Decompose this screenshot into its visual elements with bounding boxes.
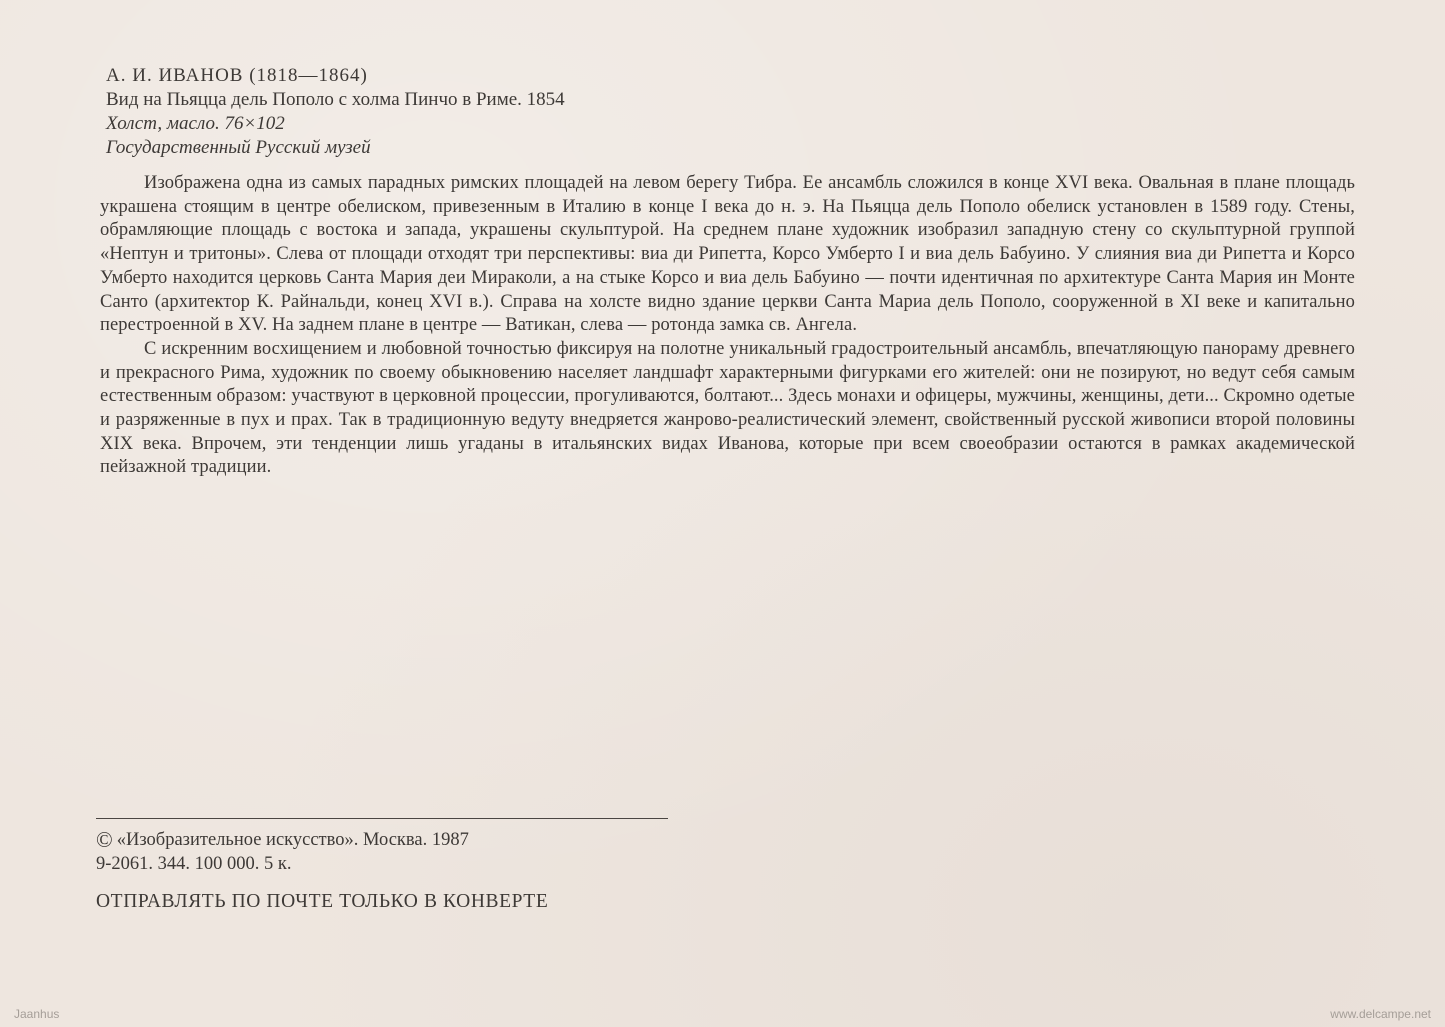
description-text xyxy=(100,172,1355,480)
description-paragraph: С искренним восхищением и любовной точностью фиксируя на полотне уникальный градостроительный ансамбль, впечатляющую панораму древнего и прекрасного Рима, художник по своему обыкновению населяет ландшафт характерными фигурками его жителей: они не позируют, но ведут себя самым естественным образом: участвуют в церковной процессии, прогуливаются, болтают... Здесь монахи и офицеры, мужчины, женщины, дети... Скромно одетые и разряженные в пух и прах. Так в традиционную ведуту внедряется жанрово-реалистический элемент, свойственный русской живописи второй половины XIX века. Впрочем, эти тенденции лишь угаданы в итальянских видах Иванова, которые при всем своеобразии остаются в рамках академической пейзажной традиции. xyxy=(100,338,1355,478)
mailing-instruction: ОТПРАВЛЯТЬ ПО ПОЧТЕ ТОЛЬКО В КОНВЕРТЕ xyxy=(96,891,549,912)
artwork-caption xyxy=(106,64,1006,160)
watermark-right: www.delcampe.net xyxy=(1330,1007,1431,1021)
museum-name: Государственный Русский музей xyxy=(106,137,371,158)
publisher-name: «Изобразительное искусство». Москва. 1987 xyxy=(116,830,469,850)
artist-name: А. И. ИВАНОВ (1818—1864) xyxy=(106,65,368,86)
publisher-imprint xyxy=(96,828,469,876)
print-run-data: 9-2061. 344. 100 000. 5 к. xyxy=(96,854,292,874)
description-paragraph: Изображена одна из самых парадных римских площадей на левом берегу Тибра. Ее ансамбль сложился в конце XVI века. Овальная в плане площадь украшена стоящим в центре обелиском, привезенным в Италию в конце I века до н. э. На Пьяцца дель Пополо обелиск установлен в 1589 году. Стены, обрамляющие площадь с востока и запада, украшены скульптурой. На среднем плане художник изобразил западную стену со скульптурной группой «Нептун и тритоны». Слева от площади отходят три перспективы: виа ди Рипетта, Корсо Умберто I и виа дель Бабуино. У слияния виа ди Рипетта и Корсо Умберто находится церковь Санта Мария деи Мираколи, а на стыке Корсо и виа дель Бабуино — почти идентичная по архитектуре Санта Мария ин Монте Санто (архитектор К. Райнальди, конец XVI в.). Справа на холсте видно здание церкви Санта Мариа дель Пополо, сооруженной в XI веке и капитально перестроенной в XV. На заднем плане в центре — Ватикан, слева — ротонда замка св. Ангела. xyxy=(100,173,1355,336)
artwork-title: Вид на Пьяцца дель Пополо с холма Пинчо в Риме. 1854 xyxy=(106,89,565,110)
publisher-line xyxy=(96,828,469,852)
watermark-left: Jaanhus xyxy=(14,1007,60,1021)
artwork-medium: Холст, масло. 76×102 xyxy=(106,113,285,134)
divider-line xyxy=(96,818,668,819)
copyright-icon: © xyxy=(96,827,113,852)
